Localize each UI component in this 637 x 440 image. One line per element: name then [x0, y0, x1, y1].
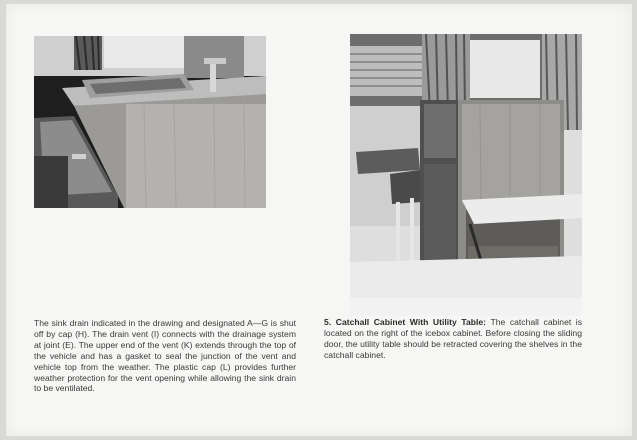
catchall-cabinet-caption — [324, 317, 582, 361]
catchall-cabinet-body: The catchall cabinet is located on the right of the icebox cabinet. Before closing the sliding door, the utility table should be retracted covering the shelves in the catchall cabinet. — [324, 317, 583, 360]
sink-drain-caption: The sink drain indicated in the drawing and designated A—G is shut off by cap (H). The drain vent (I) connects with the drainage system at joint (E). The upper end of the vent (K) extends through the top of the vehicle and has a gasket to seal the junction of the vent and vehicle top from the weather. The plastic cap (L) provides further weather protection for the vent opening while allowing the sink drain to be ventilated. — [34, 318, 296, 394]
catchall-cabinet-photo — [350, 34, 582, 316]
sink-cabinet-photo — [34, 36, 266, 208]
manual-page — [6, 4, 632, 436]
catchall-cabinet-heading: 5. Catchall Cabinet With Utility Table: — [324, 317, 487, 327]
